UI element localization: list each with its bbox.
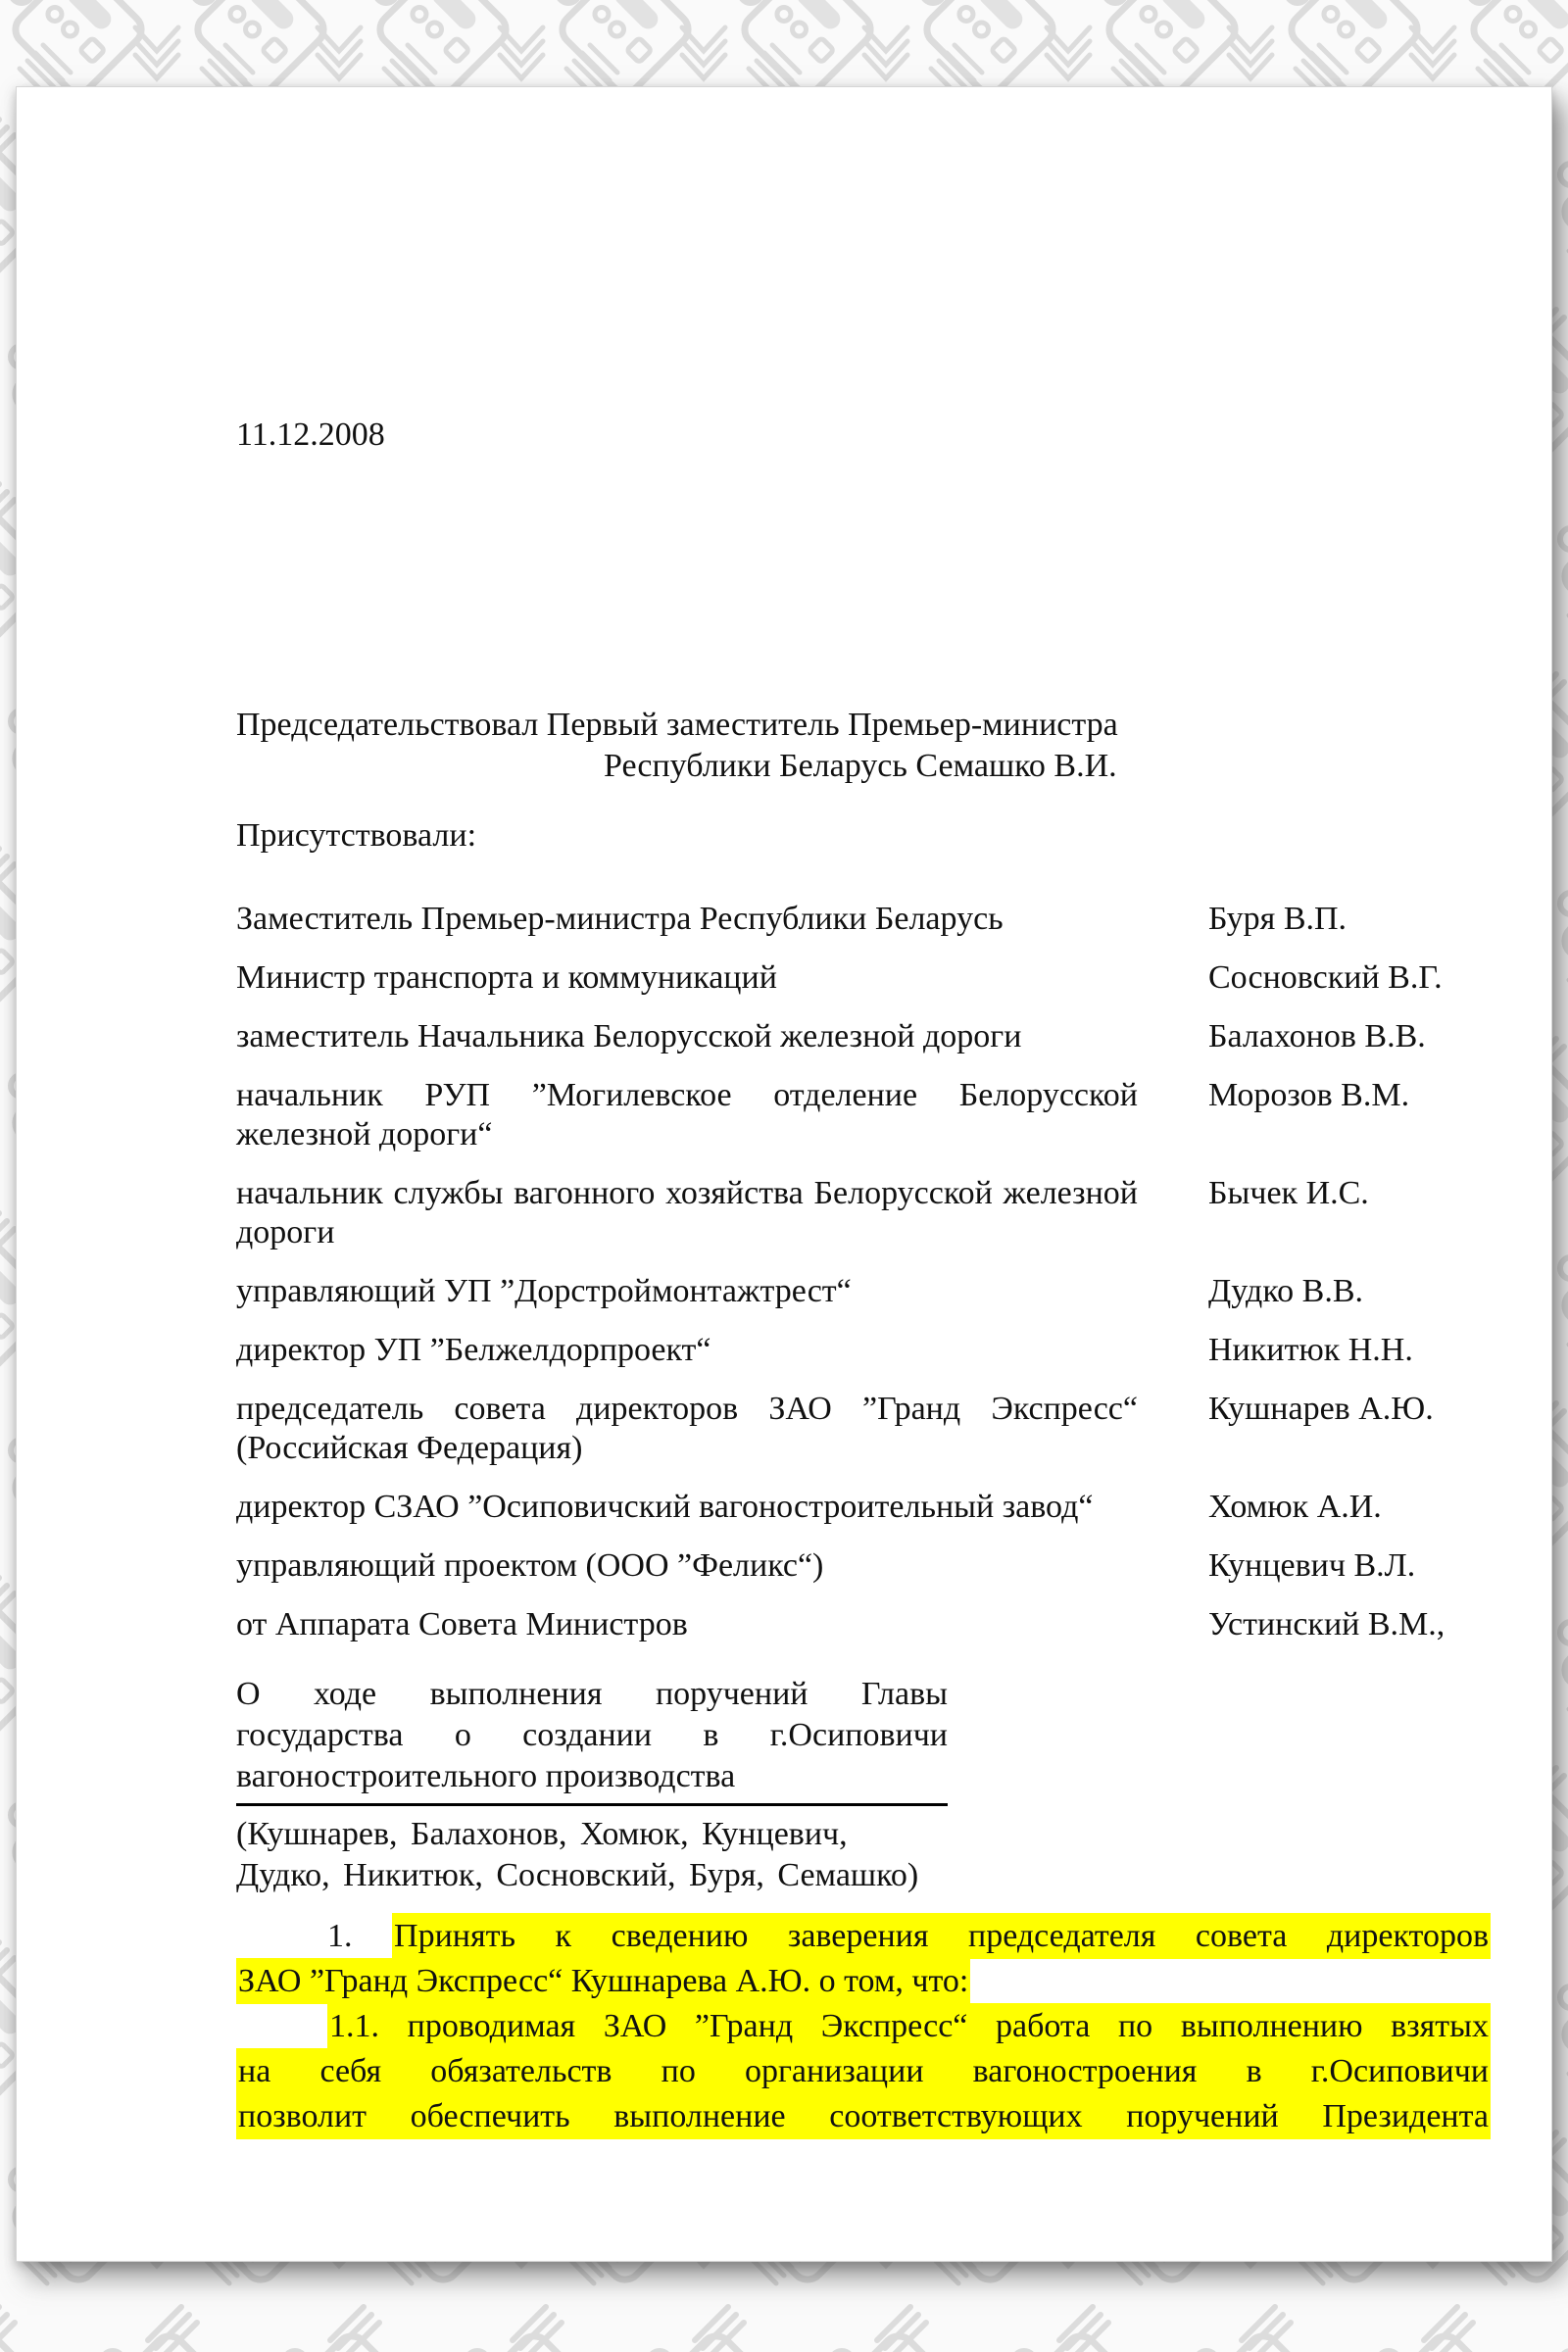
attendee-name: Кушнарев А.Ю. [1208,1391,1434,1427]
item-number: 1. [327,1918,353,1954]
attendee-row [236,1546,1489,1586]
attendees-list [236,900,1489,1644]
subject-line: вагоностроительного производства [236,1758,736,1794]
subject-line: О ходе выполнения поручений Главы [236,1676,948,1712]
attendee-role: заместитель Начальника Белорусской железной дороги [236,1018,1022,1054]
resolution-block [236,1914,1489,2139]
wallpaper-motif [91,2301,273,2352]
highlighted-text: позволит обеспечить выполнение соответствующих поручений Президента [236,2093,1491,2139]
attendee-row [236,1331,1489,1370]
chairman-line2: Республики Беларусь Семашко В.И. [604,748,1117,784]
attendee-row [236,1390,1489,1468]
attendee-row [236,1174,1489,1252]
attendee-name: Буря В.П. [1208,901,1348,937]
attendee-row [236,1605,1489,1644]
wallpaper-motif [1003,2301,1185,2352]
attendee-row [236,900,1489,939]
attendee-role: директор СЗАО ”Осиповичский вагоностроительный завод“ [236,1489,1094,1525]
attendee-name: Устинский В.М., [1208,1606,1446,1642]
attendees-label: Присутствовали: [236,817,477,854]
attendee-name: Сосновский В.Г. [1208,959,1443,996]
highlighted-text: на себя обязательств по организации вагоностроения в г.Осиповичи [236,2048,1491,2094]
attendee-role: председатель совета директоров ЗАО ”Гранд Экспресс“ (Российская Федерация) [236,1391,1138,1466]
attendee-name: Дудко В.В. [1208,1273,1363,1309]
highlighted-text: 1.1. проводимая ЗАО ”Гранд Экспресс“ работа по выполнению взятых [327,2003,1491,2049]
attendee-row [236,1272,1489,1311]
attendee-row [236,1017,1489,1056]
attendee-role: Министр транспорта и коммуникаций [236,959,777,996]
wallpaper-motif [1367,2301,1549,2352]
attendee-role: директор УП ”Белжелдорпроект“ [236,1332,711,1368]
wallpaper-motif [1185,2301,1367,2352]
chairman-line1: Председательствовал Первый заместитель Премьер-министра [236,707,1118,743]
wallpaper-motif [820,2301,1003,2352]
chairman-block [236,705,1489,787]
resolution-line [236,2094,1491,2139]
attendee-name: Бычек И.С. [1208,1175,1369,1211]
attendee-role: управляющий УП ”Дорстроймонтажтрест“ [236,1273,852,1309]
document-page [16,86,1552,2262]
attendee-row [236,1488,1489,1527]
attendee-role: от Аппарата Совета Министров [236,1606,688,1642]
attendee-role: начальник РУП ”Могилевское отделение Белорусской железной дороги“ [236,1077,1138,1152]
attendee-row [236,1076,1489,1154]
wallpaper-motif [456,2301,638,2352]
highlighted-text: ЗАО ”Гранд Экспресс“ Кушнарева А.Ю. о том, что: [236,1958,970,2004]
document-date: 11.12.2008 [236,416,385,453]
attendee-role: Заместитель Премьер-министра Республики Беларусь [236,901,1004,937]
wallpaper-motif [638,2301,820,2352]
resolution-line [236,2049,1491,2094]
attendee-role: управляющий проектом (ООО ”Феликс“) [236,1547,824,1584]
attendee-name: Никитюк Н.Н. [1208,1332,1413,1368]
highlighted-text: Принять к сведению заверения председателя совета директоров [392,1913,1491,1959]
subject-block [236,1674,948,1896]
participants-line: Дудко, Никитюк, Сосновский, Буря, Семашко) [236,1857,919,1893]
participants-line: (Кушнарев, Балахонов, Хомюк, Кунцевич, [236,1816,848,1852]
attendee-name: Морозов В.М. [1208,1077,1410,1113]
wallpaper-motif [273,2301,456,2352]
attendee-role: начальник службы вагонного хозяйства Белорусской железной дороги [236,1175,1138,1250]
attendee-row [236,958,1489,998]
resolution-line [236,1914,1491,1959]
attendee-name: Хомюк А.И. [1208,1489,1382,1525]
resolution-line [236,1959,1491,2004]
wallpaper-motif [0,2301,91,2352]
wallpaper-motif [1549,2301,1568,2352]
subject-line: государства о создании в г.Осиповичи [236,1717,948,1753]
attendee-name: Балахонов В.В. [1208,1018,1426,1054]
subject-underline [236,1803,948,1806]
attendee-name: Кунцевич В.Л. [1208,1547,1416,1584]
resolution-line [236,2004,1491,2049]
